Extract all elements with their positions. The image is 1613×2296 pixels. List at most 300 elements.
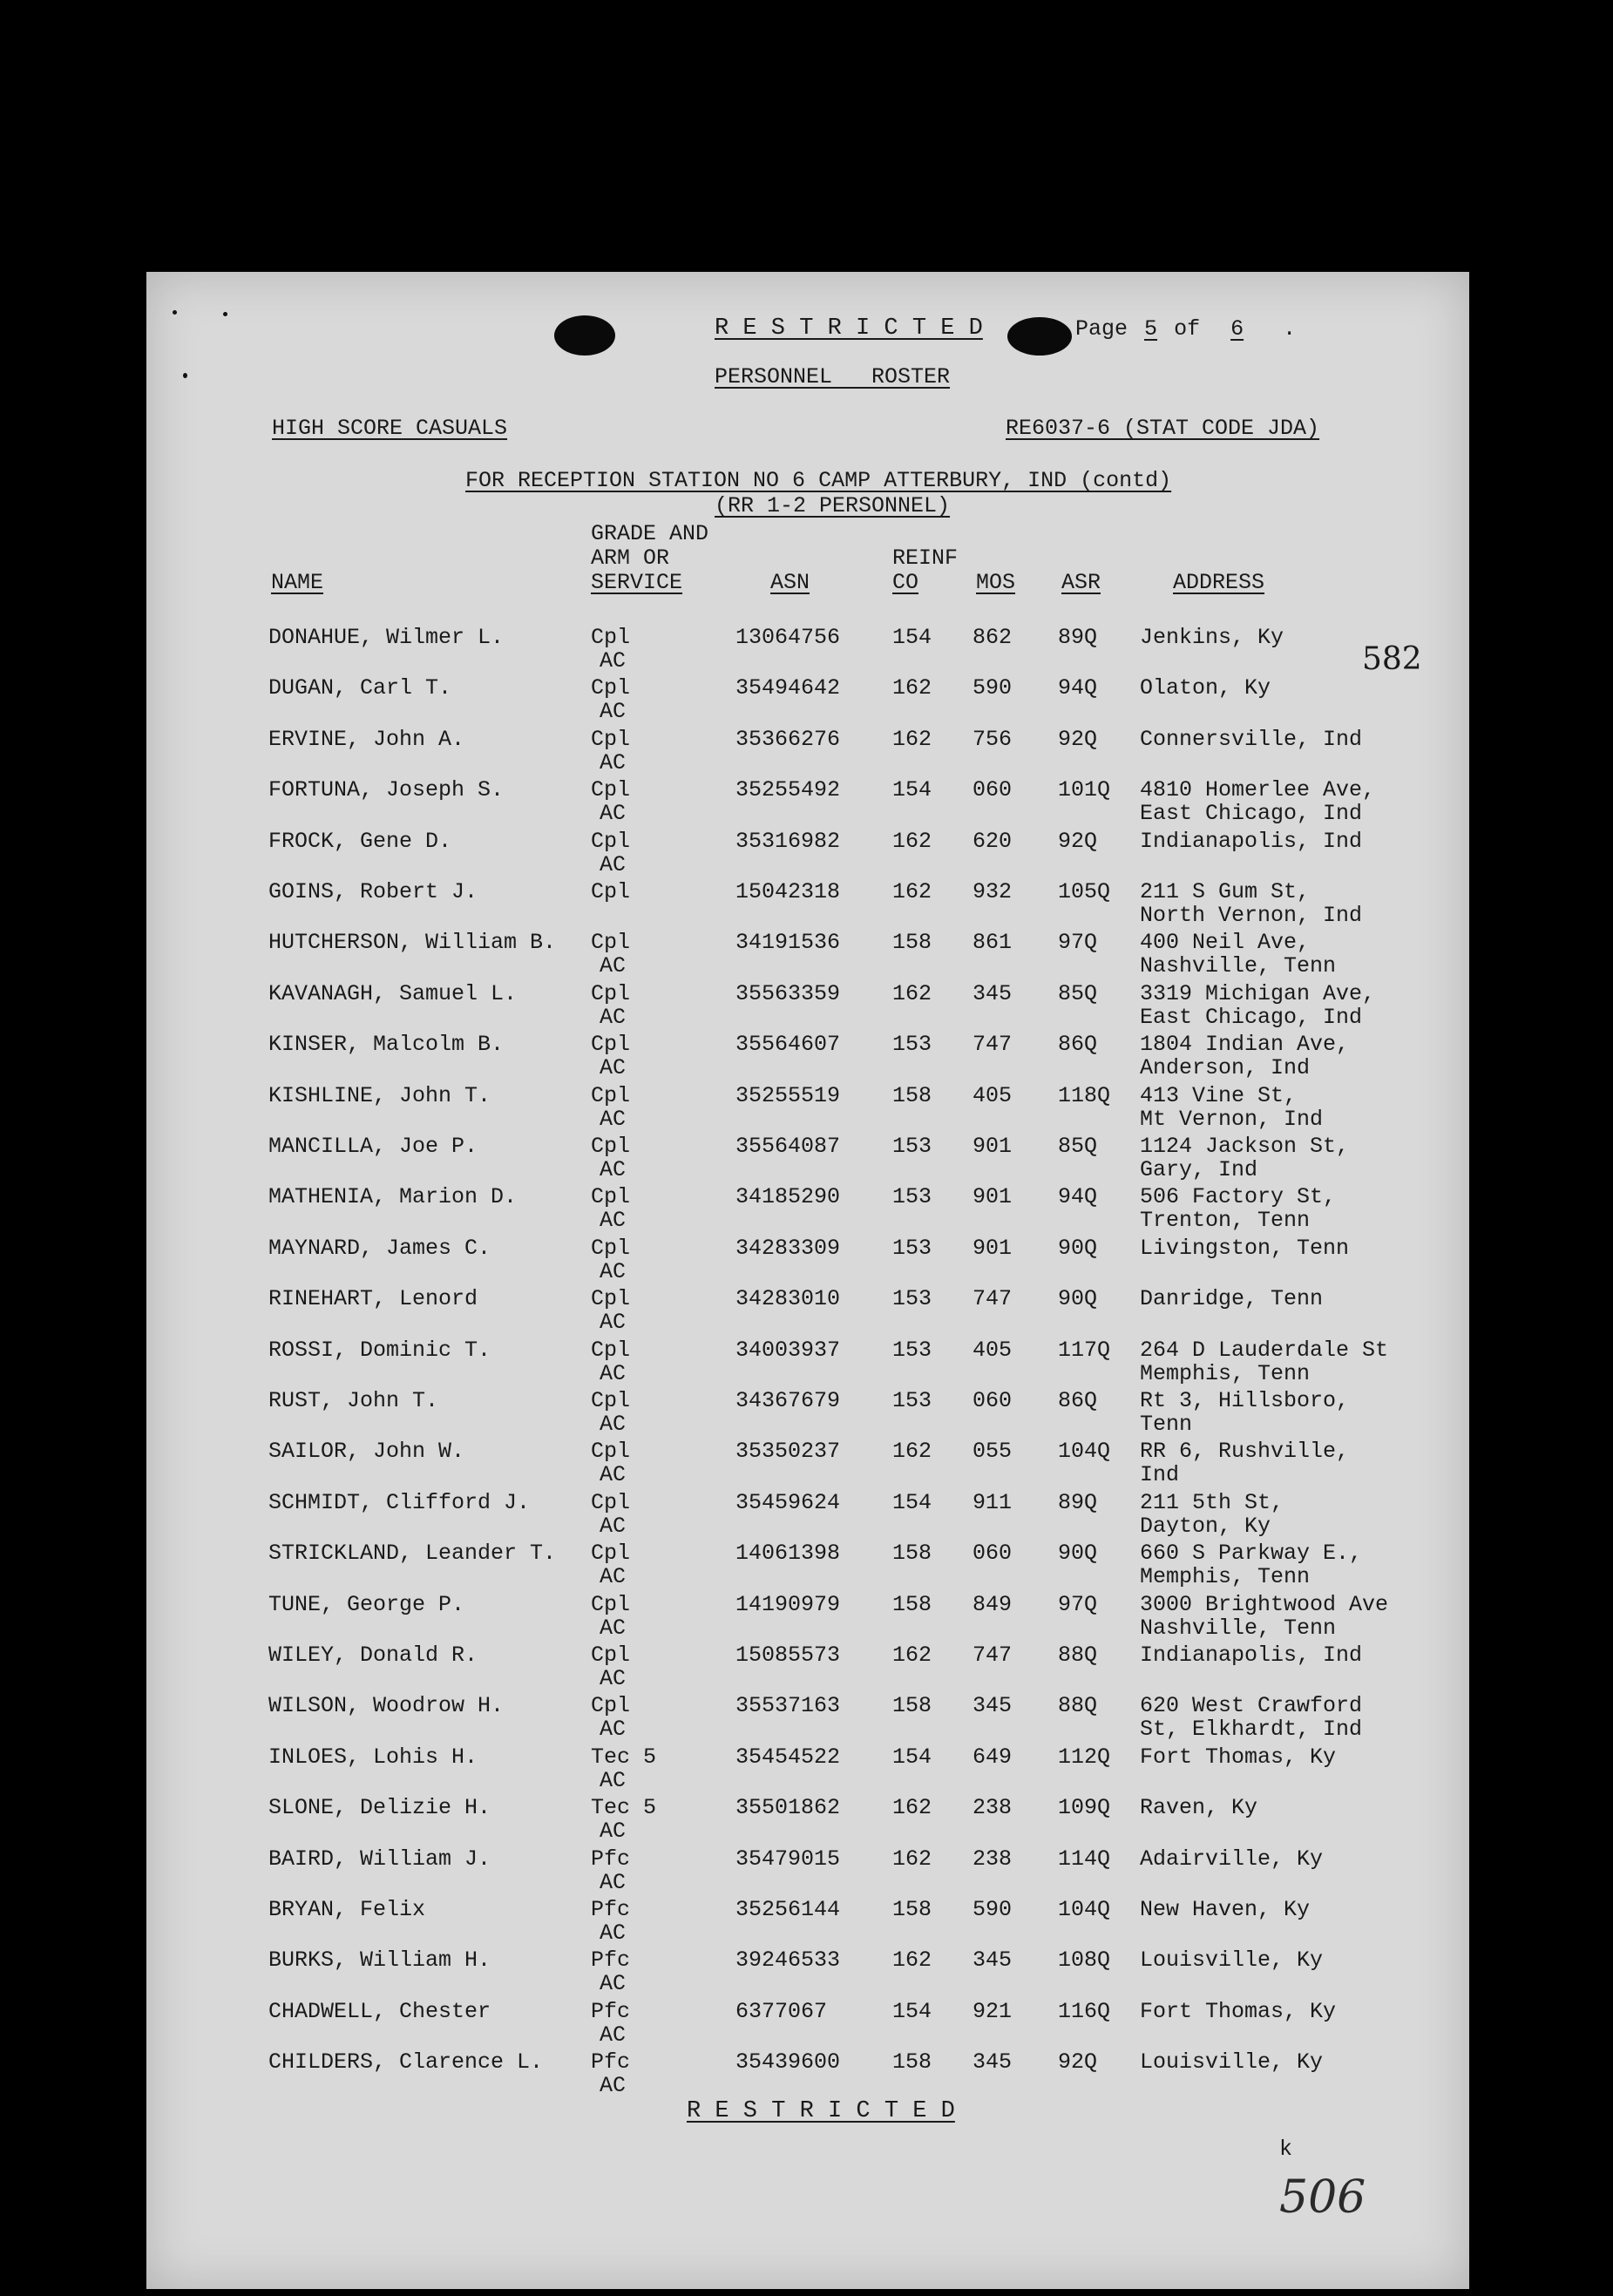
cell-asn: 6377067	[735, 1999, 828, 2024]
cell-name: WILEY, Donald R.	[268, 1642, 478, 1668]
cell-address-line2: Nashville, Tenn	[1140, 953, 1337, 979]
cell-address-line1: 211 5th St,	[1140, 1490, 1284, 1515]
cell-grade: Tec 5	[591, 1795, 657, 1820]
cell-arm: AC	[600, 1259, 627, 1284]
cell-grade: Cpl	[591, 727, 631, 752]
cell-name: SCHMIDT, Clifford J.	[268, 1490, 531, 1515]
cell-grade: Cpl	[591, 675, 631, 701]
cell-address-line1: Danridge, Tenn	[1140, 1286, 1324, 1311]
cell-name: ERVINE, John A.	[268, 727, 465, 752]
cell-grade: Cpl	[591, 981, 631, 1006]
cell-address-line1: Livingston, Tenn	[1140, 1236, 1350, 1261]
cell-grade: Pfc	[591, 1999, 631, 2024]
handwritten-number: 506	[1279, 2171, 1366, 2224]
restricted-footer: R E S T R I C T E D	[687, 2098, 955, 2124]
cell-address-line1: 1804 Indian Ave,	[1140, 1032, 1350, 1057]
roster-title: PERSONNEL ROSTER	[715, 364, 951, 389]
cell-arm: AC	[600, 1208, 627, 1233]
cell-name: TUNE, George P.	[268, 1592, 465, 1617]
cell-reinf-co: 162	[892, 1439, 932, 1464]
cell-asn: 35564607	[735, 1032, 841, 1057]
cell-mos: 345	[973, 1693, 1013, 1718]
cell-grade: Cpl	[591, 1032, 631, 1057]
cell-reinf-co: 154	[892, 1490, 932, 1515]
table-row	[146, 1642, 1469, 1693]
cell-asn: 34191536	[735, 930, 841, 955]
cell-grade: Cpl	[591, 879, 631, 904]
cell-asn: 35439600	[735, 2049, 841, 2075]
cell-address-line1: New Haven, Ky	[1140, 1897, 1311, 1922]
cell-asn: 15085573	[735, 1642, 841, 1668]
cell-reinf-co: 158	[892, 2049, 932, 2075]
cell-name: FORTUNA, Joseph S.	[268, 777, 505, 803]
cell-mos: 932	[973, 879, 1013, 904]
cell-address-line2: St, Elkhardt, Ind	[1140, 1717, 1363, 1742]
cell-reinf-co: 158	[892, 1541, 932, 1566]
cell-name: KISHLINE, John T.	[268, 1083, 491, 1108]
cell-address-line1: Fort Thomas, Ky	[1140, 1999, 1337, 2024]
cell-reinf-co: 153	[892, 1236, 932, 1261]
cell-asr: 97Q	[1058, 1592, 1098, 1617]
cell-arm: AC	[600, 1055, 627, 1080]
cell-reinf-co: 162	[892, 727, 932, 752]
cell-reinf-co: 153	[892, 1338, 932, 1363]
cell-reinf-co: 162	[892, 1642, 932, 1668]
cell-name: RUST, John T.	[268, 1388, 439, 1413]
cell-mos: 405	[973, 1338, 1013, 1363]
table-row	[146, 1999, 1469, 2049]
cell-address-line2: Gary, Ind	[1140, 1157, 1258, 1182]
cell-grade: Cpl	[591, 1388, 631, 1413]
station-title: FOR RECEPTION STATION NO 6 CAMP ATTERBURY, IND (contd)	[465, 468, 1172, 493]
cell-arm: AC	[600, 1768, 627, 1793]
cell-asn: 35256144	[735, 1897, 841, 1922]
cell-grade: Cpl	[591, 1439, 631, 1464]
cell-arm: AC	[600, 1564, 627, 1589]
col-reinf-1: REINF	[892, 545, 959, 571]
cell-asn: 34003937	[735, 1338, 841, 1363]
cell-asr: 112Q	[1058, 1744, 1111, 1770]
cell-mos: 911	[973, 1490, 1013, 1515]
cell-asn: 35366276	[735, 727, 841, 752]
cell-reinf-co: 153	[892, 1184, 932, 1209]
cell-asr: 85Q	[1058, 1134, 1098, 1159]
cell-grade: Pfc	[591, 1897, 631, 1922]
page-label: Page	[1075, 316, 1128, 342]
cell-address-line1: Connersville, Ind	[1140, 727, 1363, 752]
cell-asn: 35459624	[735, 1490, 841, 1515]
table-row	[146, 829, 1469, 879]
table-row	[146, 1795, 1469, 1846]
cell-arm: AC	[600, 1361, 627, 1386]
page-indicator	[1075, 316, 1296, 342]
cell-arm: AC	[600, 1310, 627, 1335]
cell-arm: AC	[600, 1971, 627, 1996]
cell-asr: 101Q	[1058, 777, 1111, 803]
cell-asn: 15042318	[735, 879, 841, 904]
speck	[183, 373, 187, 378]
cell-asr: 108Q	[1058, 1947, 1111, 1973]
cell-mos: 862	[973, 625, 1013, 650]
cell-reinf-co: 162	[892, 1947, 932, 1973]
cell-address-line1: 264 D Lauderdale St	[1140, 1338, 1389, 1363]
cell-arm: AC	[600, 1920, 627, 1946]
page-number: 5	[1144, 316, 1158, 342]
cell-reinf-co: 153	[892, 1032, 932, 1057]
cell-address-line1: 660 S Parkway E.,	[1140, 1541, 1363, 1566]
cell-asr: 97Q	[1058, 930, 1098, 955]
cell-asr: 116Q	[1058, 1999, 1111, 2024]
cell-asr: 104Q	[1058, 1897, 1111, 1922]
cell-name: WILSON, Woodrow H.	[268, 1693, 505, 1718]
cell-arm: AC	[600, 1005, 627, 1030]
cell-address-line2: Mt Vernon, Ind	[1140, 1107, 1324, 1132]
cell-arm: AC	[600, 1717, 627, 1742]
cell-name: SAILOR, John W.	[268, 1439, 465, 1464]
table-row	[146, 1490, 1469, 1541]
cell-mos: 345	[973, 981, 1013, 1006]
table-row	[146, 1693, 1469, 1744]
cell-address-line1: Olaton, Ky	[1140, 675, 1271, 701]
cell-asn: 35537163	[735, 1693, 841, 1718]
table-row	[146, 1439, 1469, 1489]
cell-reinf-co: 158	[892, 930, 932, 955]
cell-asn: 35350237	[735, 1439, 841, 1464]
cell-arm: AC	[600, 648, 627, 674]
cell-grade: Cpl	[591, 1541, 631, 1566]
page-total: 6	[1230, 316, 1244, 342]
cell-asn: 34185290	[735, 1184, 841, 1209]
cell-arm: AC	[600, 953, 627, 979]
col-mos: MOS	[976, 570, 1016, 595]
cell-address-line2: East Chicago, Ind	[1140, 1005, 1363, 1030]
table-row	[146, 1338, 1469, 1388]
cell-address-line1: Indianapolis, Ind	[1140, 829, 1363, 854]
table-row	[146, 1134, 1469, 1184]
cell-asr: 85Q	[1058, 981, 1098, 1006]
col-name: NAME	[271, 570, 324, 595]
cell-mos: 060	[973, 1388, 1013, 1413]
cell-grade: Pfc	[591, 1947, 631, 1973]
cell-mos: 238	[973, 1795, 1013, 1820]
table-row	[146, 1184, 1469, 1235]
cell-arm: AC	[600, 1666, 627, 1691]
cell-address-line2: Ind	[1140, 1462, 1180, 1487]
cell-name: BAIRD, William J.	[268, 1846, 491, 1872]
cell-arm: AC	[600, 1462, 627, 1487]
cell-address-line1: Adairville, Ky	[1140, 1846, 1324, 1872]
cell-reinf-co: 154	[892, 625, 932, 650]
cell-grade: Cpl	[591, 777, 631, 803]
cell-asn: 35316982	[735, 829, 841, 854]
cell-asn: 14190979	[735, 1592, 841, 1617]
cell-name: HUTCHERSON, William B.	[268, 930, 557, 955]
cell-name: ROSSI, Dominic T.	[268, 1338, 491, 1363]
cell-mos: 238	[973, 1846, 1013, 1872]
cell-address-line1: Raven, Ky	[1140, 1795, 1258, 1820]
col-grade-3: SERVICE	[591, 570, 683, 595]
cell-name: MANCILLA, Joe P.	[268, 1134, 478, 1159]
cell-address-line2: East Chicago, Ind	[1140, 801, 1363, 826]
col-grade-1: GRADE AND	[591, 521, 709, 546]
cell-address-line2: Dayton, Ky	[1140, 1514, 1271, 1539]
restricted-header: R E S T R I C T E D	[715, 315, 983, 342]
cell-grade: Cpl	[591, 1642, 631, 1668]
cell-grade: Cpl	[591, 1592, 631, 1617]
cell-mos: 345	[973, 1947, 1013, 1973]
cell-address-line1: 4810 Homerlee Ave,	[1140, 777, 1376, 803]
speck	[173, 310, 177, 315]
table-row	[146, 675, 1469, 726]
cell-address-line1: Louisville, Ky	[1140, 1947, 1324, 1973]
cell-name: BRYAN, Felix	[268, 1897, 426, 1922]
cell-asr: 109Q	[1058, 1795, 1111, 1820]
cell-address-line1: Louisville, Ky	[1140, 2049, 1324, 2075]
cell-name: SLONE, Delizie H.	[268, 1795, 491, 1820]
table-row	[146, 930, 1469, 980]
cell-mos: 861	[973, 930, 1013, 955]
page-end: .	[1283, 316, 1297, 342]
ink-blot	[1007, 317, 1072, 356]
cell-asn: 34283010	[735, 1286, 841, 1311]
col-reinf-2: CO	[892, 570, 919, 595]
cell-address-line1: Rt 3, Hillsboro,	[1140, 1388, 1350, 1413]
cell-asn: 14061398	[735, 1541, 841, 1566]
table-row	[146, 1592, 1469, 1642]
ink-blot	[554, 315, 615, 356]
cell-arm: AC	[600, 1514, 627, 1539]
table-row	[146, 879, 1469, 930]
cell-address-line2: Tenn	[1140, 1412, 1193, 1437]
cell-asr: 92Q	[1058, 829, 1098, 854]
document-page	[146, 272, 1469, 2289]
cell-mos: 901	[973, 1134, 1013, 1159]
cell-asr: 90Q	[1058, 1541, 1098, 1566]
cell-mos: 620	[973, 829, 1013, 854]
cell-address-line1: RR 6, Rushville,	[1140, 1439, 1350, 1464]
cell-name: MAYNARD, James C.	[268, 1236, 491, 1261]
cell-reinf-co: 153	[892, 1388, 932, 1413]
cell-grade: Cpl	[591, 829, 631, 854]
cell-asn: 34367679	[735, 1388, 841, 1413]
cell-asr: 94Q	[1058, 1184, 1098, 1209]
cell-grade: Cpl	[591, 1490, 631, 1515]
cell-mos: 055	[973, 1439, 1013, 1464]
cell-asr: 86Q	[1058, 1388, 1098, 1413]
cell-arm: AC	[600, 1412, 627, 1437]
cell-name: RINEHART, Lenord	[268, 1286, 478, 1311]
cell-name: DUGAN, Carl T.	[268, 675, 452, 701]
cell-name: STRICKLAND, Leander T.	[268, 1541, 557, 1566]
cell-asn: 35479015	[735, 1846, 841, 1872]
page-of: of	[1174, 316, 1201, 342]
cell-address-line2: Memphis, Tenn	[1140, 1564, 1311, 1589]
cell-asn: 13064756	[735, 625, 841, 650]
cell-asr: 88Q	[1058, 1693, 1098, 1718]
cell-reinf-co: 162	[892, 829, 932, 854]
cell-mos: 901	[973, 1184, 1013, 1209]
cell-grade: Pfc	[591, 1846, 631, 1872]
cell-mos: 756	[973, 727, 1013, 752]
cell-asr: 92Q	[1058, 2049, 1098, 2075]
table-row	[146, 1541, 1469, 1591]
cell-grade: Cpl	[591, 1184, 631, 1209]
cell-name: GOINS, Robert J.	[268, 879, 478, 904]
col-asr: ASR	[1061, 570, 1101, 595]
table-row	[146, 1083, 1469, 1134]
personnel-subtitle: (RR 1-2 PERSONNEL)	[715, 493, 951, 518]
cell-name: FROCK, Gene D.	[268, 829, 452, 854]
cell-asn: 35255492	[735, 777, 841, 803]
cell-reinf-co: 158	[892, 1083, 932, 1108]
cell-asr: 89Q	[1058, 1490, 1098, 1515]
cell-asn: 35454522	[735, 1744, 841, 1770]
cell-asn: 39246533	[735, 1947, 841, 1973]
cell-address-line1: 1124 Jackson St,	[1140, 1134, 1350, 1159]
cell-arm: AC	[600, 2073, 627, 2098]
cell-name: CHADWELL, Chester	[268, 1999, 491, 2024]
cell-grade: Cpl	[591, 930, 631, 955]
group-title: HIGH SCORE CASUALS	[272, 416, 508, 441]
cell-address-line2: Anderson, Ind	[1140, 1055, 1311, 1080]
cell-reinf-co: 162	[892, 981, 932, 1006]
cell-arm: AC	[600, 1819, 627, 1844]
cell-grade: Cpl	[591, 1236, 631, 1261]
col-grade-2: ARM OR	[591, 545, 670, 571]
table-row	[146, 1947, 1469, 1998]
cell-reinf-co: 158	[892, 1897, 932, 1922]
stat-code: RE6037-6 (STAT CODE JDA)	[1006, 416, 1320, 441]
cell-mos: 649	[973, 1744, 1013, 1770]
cell-asn: 35501862	[735, 1795, 841, 1820]
cell-asr: 90Q	[1058, 1286, 1098, 1311]
table-row	[146, 1744, 1469, 1795]
cell-arm: AC	[600, 2022, 627, 2048]
cell-asr: 94Q	[1058, 675, 1098, 701]
cell-mos: 590	[973, 1897, 1013, 1922]
cell-asn: 35564087	[735, 1134, 841, 1159]
cell-arm: AC	[600, 852, 627, 877]
cell-arm: AC	[600, 1157, 627, 1182]
cell-name: DONAHUE, Wilmer L.	[268, 625, 505, 650]
cell-asr: 90Q	[1058, 1236, 1098, 1261]
cell-mos: 345	[973, 2049, 1013, 2075]
cell-arm: AC	[600, 1870, 627, 1895]
cell-address-line1: 620 West Crawford	[1140, 1693, 1363, 1718]
cell-name: MATHENIA, Marion D.	[268, 1184, 518, 1209]
cell-grade: Cpl	[591, 1134, 631, 1159]
cell-name: KINSER, Malcolm B.	[268, 1032, 505, 1057]
cell-reinf-co: 162	[892, 675, 932, 701]
cell-mos: 060	[973, 777, 1013, 803]
cell-arm: AC	[600, 1615, 627, 1641]
cell-asr: 88Q	[1058, 1642, 1098, 1668]
cell-asr: 105Q	[1058, 879, 1111, 904]
cell-grade: Cpl	[591, 625, 631, 650]
cell-reinf-co: 154	[892, 777, 932, 803]
speck	[223, 312, 227, 316]
table-row	[146, 727, 1469, 777]
cell-grade: Cpl	[591, 1286, 631, 1311]
table-row	[146, 1388, 1469, 1439]
cell-name: INLOES, Lohis H.	[268, 1744, 478, 1770]
cell-address-line1: 506 Factory St,	[1140, 1184, 1337, 1209]
cell-address-line2: Nashville, Tenn	[1140, 1615, 1337, 1641]
cell-reinf-co: 153	[892, 1286, 932, 1311]
cell-address-line2: Trenton, Tenn	[1140, 1208, 1311, 1233]
cell-address-line1: 400 Neil Ave,	[1140, 930, 1311, 955]
cell-arm: AC	[600, 699, 627, 724]
cell-asn: 34283309	[735, 1236, 841, 1261]
cell-mos: 921	[973, 1999, 1013, 2024]
cell-asr: 118Q	[1058, 1083, 1111, 1108]
cell-asn: 35255519	[735, 1083, 841, 1108]
cell-name: KAVANAGH, Samuel L.	[268, 981, 518, 1006]
cell-asr: 114Q	[1058, 1846, 1111, 1872]
cell-arm: AC	[600, 750, 627, 775]
cell-asr: 92Q	[1058, 727, 1098, 752]
table-row	[146, 981, 1469, 1032]
cell-name: BURKS, William H.	[268, 1947, 491, 1973]
cell-mos: 849	[973, 1592, 1013, 1617]
cell-mos: 747	[973, 1642, 1013, 1668]
cell-reinf-co: 162	[892, 1846, 932, 1872]
cell-address-line1: 3319 Michigan Ave,	[1140, 981, 1376, 1006]
cell-address-line1: 413 Vine St,	[1140, 1083, 1298, 1108]
cell-reinf-co: 162	[892, 1795, 932, 1820]
cell-asn: 35494642	[735, 675, 841, 701]
table-row	[146, 777, 1469, 828]
col-address: ADDRESS	[1173, 570, 1265, 595]
cell-address-line2: North Vernon, Ind	[1140, 903, 1363, 928]
cell-mos: 747	[973, 1286, 1013, 1311]
cell-address-line1: Jenkins, Ky	[1140, 625, 1284, 650]
cell-address-line2: Memphis, Tenn	[1140, 1361, 1311, 1386]
cell-asn: 35563359	[735, 981, 841, 1006]
table-row	[146, 1897, 1469, 1947]
cell-arm: AC	[600, 801, 627, 826]
cell-mos: 901	[973, 1236, 1013, 1261]
stamp-number: 582	[1362, 641, 1422, 677]
cell-reinf-co: 154	[892, 1999, 932, 2024]
cell-grade: Cpl	[591, 1083, 631, 1108]
table-row	[146, 1236, 1469, 1286]
footer-initial: k	[1279, 2137, 1293, 2162]
cell-grade: Pfc	[591, 2049, 631, 2075]
table-row	[146, 625, 1469, 675]
table-row	[146, 2049, 1469, 2100]
cell-reinf-co: 162	[892, 879, 932, 904]
cell-address-line1: 3000 Brightwood Ave	[1140, 1592, 1389, 1617]
cell-mos: 747	[973, 1032, 1013, 1057]
cell-grade: Cpl	[591, 1693, 631, 1718]
table-row	[146, 1846, 1469, 1897]
table-row	[146, 1032, 1469, 1082]
cell-asr: 86Q	[1058, 1032, 1098, 1057]
cell-asr: 89Q	[1058, 625, 1098, 650]
cell-asr: 104Q	[1058, 1439, 1111, 1464]
cell-mos: 060	[973, 1541, 1013, 1566]
cell-mos: 405	[973, 1083, 1013, 1108]
cell-reinf-co: 153	[892, 1134, 932, 1159]
cell-mos: 590	[973, 675, 1013, 701]
cell-grade: Cpl	[591, 1338, 631, 1363]
cell-address-line1: Fort Thomas, Ky	[1140, 1744, 1337, 1770]
cell-address-line1: Indianapolis, Ind	[1140, 1642, 1363, 1668]
cell-arm: AC	[600, 1107, 627, 1132]
col-asn: ASN	[770, 570, 810, 595]
cell-grade: Tec 5	[591, 1744, 657, 1770]
